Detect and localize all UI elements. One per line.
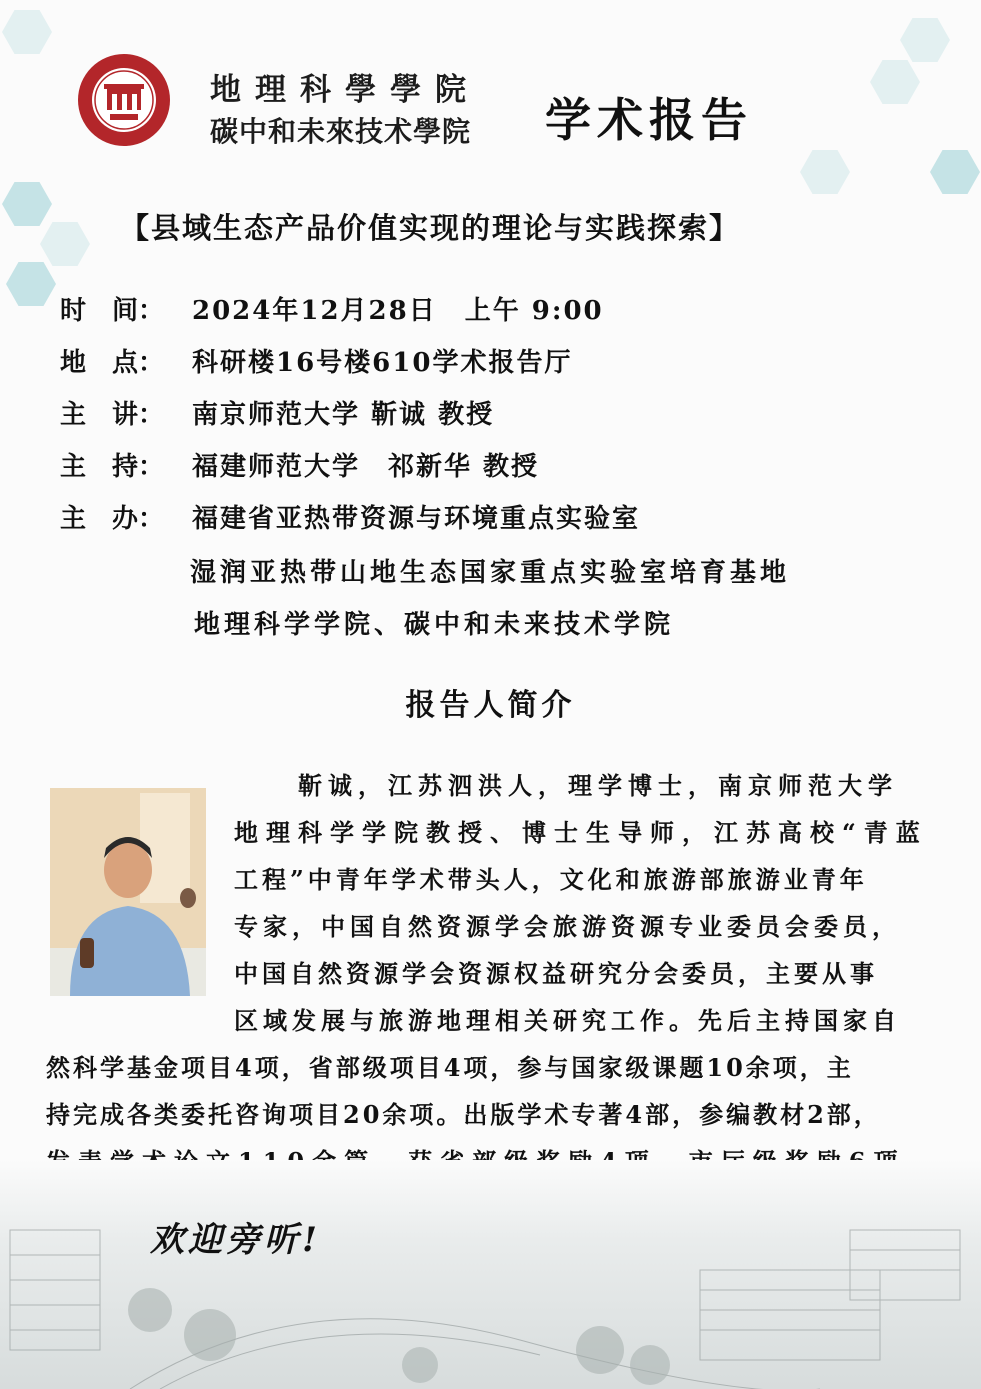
bio-line: 中国自然资源学会资源权益研究分会委员，主要从事	[234, 959, 878, 988]
hexagon-decoration	[40, 222, 90, 266]
info-label: 时 间：	[60, 296, 165, 326]
info-label: 主 办：	[60, 504, 165, 534]
info-value: 2024年12月28日 上午 9:00	[192, 296, 604, 326]
hexagon-decoration	[800, 150, 850, 194]
bio-line: 靳诚，江苏泗洪人，理学博士，南京师范大学	[298, 771, 898, 800]
organizer-line: 地理科学学院、碳中和未来技术学院	[194, 610, 675, 640]
bio-line: 工程”中青年学术带头人，文化和旅游部旅游业青年	[234, 865, 868, 894]
hexagon-decoration	[6, 262, 56, 306]
hexagon-decoration	[2, 182, 52, 226]
bio-line: 然科学基金项目4项，省部级项目4项，参与国家级课题10余项，主	[46, 1053, 854, 1082]
info-label: 主 持：	[60, 452, 165, 482]
info-row-time	[60, 290, 604, 327]
info-row-host	[60, 446, 539, 483]
report-topic: 【县域生态产品价值实现的理论与实践探索】	[120, 211, 741, 245]
hexagon-decoration	[2, 10, 52, 54]
info-row-location	[60, 342, 572, 379]
info-label: 主 讲：	[60, 400, 165, 430]
hexagon-decoration	[870, 60, 920, 104]
welcome-text: 欢迎旁听!	[150, 1220, 321, 1260]
campus-sketch-decoration	[0, 1160, 981, 1389]
speaker-photo	[50, 788, 206, 996]
speaker-bio-title: 报告人简介	[405, 688, 576, 723]
bio-line: 地理科学学院教授、博士生导师，江苏高校“青蓝	[234, 818, 928, 847]
hexagon-decoration	[900, 18, 950, 62]
school-name-line1: 地理科學學院	[210, 72, 480, 108]
poster-title: 学术报告	[545, 93, 753, 147]
info-value: 科研楼16号楼610学术报告厅	[192, 348, 573, 378]
info-row-speaker	[60, 394, 494, 431]
hexagon-decoration	[930, 150, 980, 194]
info-row-organizer	[60, 498, 640, 535]
university-logo	[76, 52, 172, 148]
school-name-line2: 碳中和未來技术學院	[210, 115, 472, 148]
info-value: 福建师范大学 祁新华 教授	[192, 452, 540, 482]
info-value: 福建省亚热带资源与环境重点实验室	[192, 504, 641, 534]
info-value: 南京师范大学 靳诚 教授	[192, 400, 495, 430]
bio-line: 区域发展与旅游地理相关研究工作。先后主持国家自	[234, 1006, 901, 1035]
info-label: 地 点：	[60, 348, 165, 378]
organizer-line: 湿润亚热带山地生态国家重点实验室培育基地	[190, 558, 791, 588]
bio-line: 专家，中国自然资源学会旅游资源专业委员会委员，	[234, 912, 901, 941]
bio-line: 持完成各类委托咨询项目20余项。出版学术专著4部，参编教材2部，	[46, 1100, 881, 1129]
